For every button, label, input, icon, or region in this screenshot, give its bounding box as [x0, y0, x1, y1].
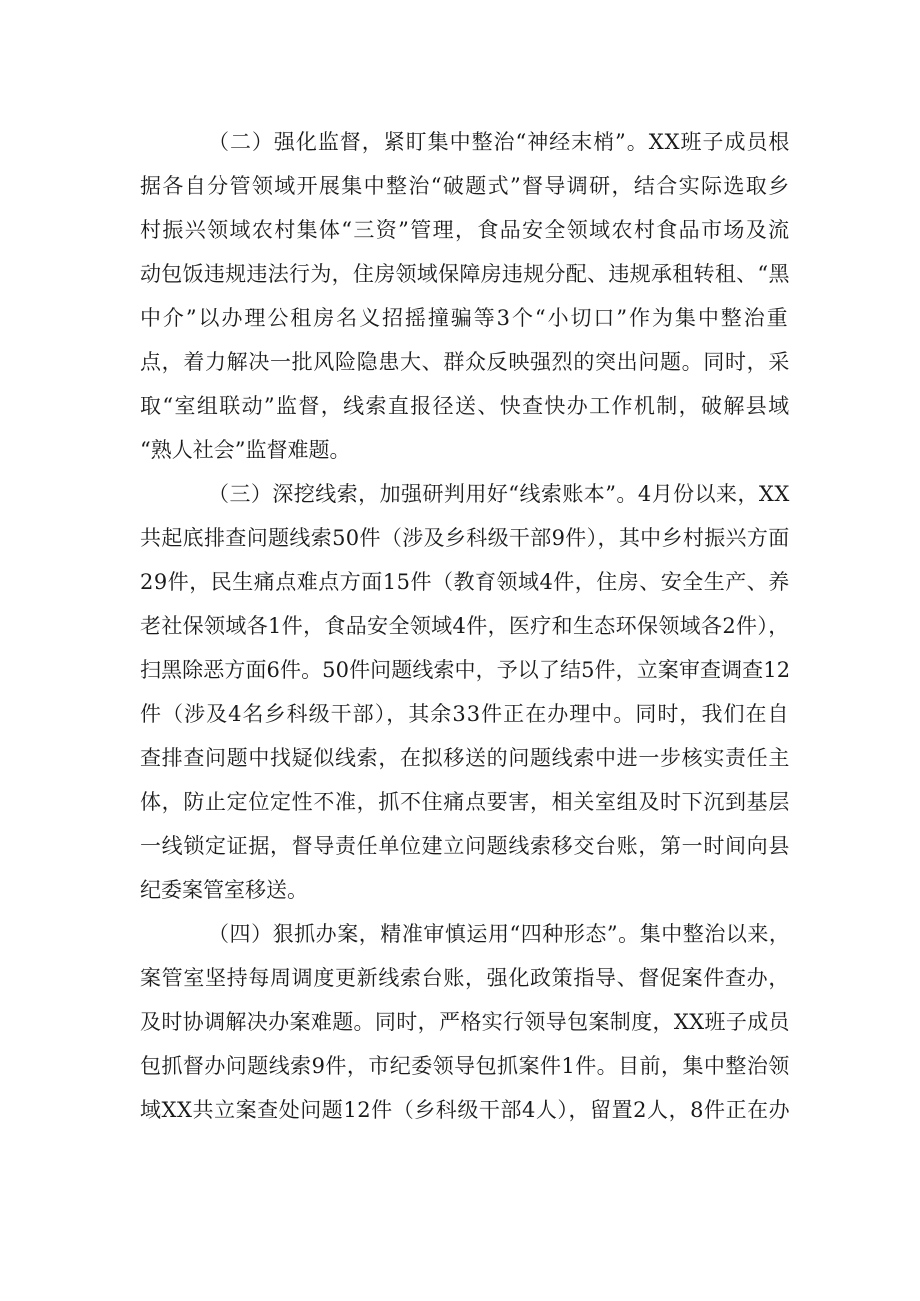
paragraph-2-line-1: （二）强化监督，紧盯集中整治“神经末梢”。XX班子成员根 — [208, 130, 791, 154]
paragraph-3-line-1: （三）深挖线索，加强研判用好“线索账本”。4月份以来，XX — [208, 482, 790, 506]
paragraph-3-line-5: 扫黑除恶方面6件。50件问题线索中，予以了结5件，立案审查调查12 — [140, 658, 791, 682]
paragraph-2-line-6: 点，着力解决一批风险隐患大、群众反映强烈的突出问题。同时，采 — [140, 350, 790, 374]
paragraph-4-line-4: 包抓督办问题线索9件，市纪委领导包抓案件1件。目前，集中整治领 — [140, 1054, 790, 1078]
paragraph-3-line-6: 件（涉及4名乡科级干部），其余33件正在办理中。同时，我们在自 — [140, 702, 790, 726]
paragraph-2-line-5: 中介”以办理公租房名义招摇撞骗等3个“小切口”作为集中整治重 — [140, 306, 790, 330]
paragraph-4-line-3: 及时协调解决办案难题。同时，严格实行领导包案制度，XX班子成员 — [140, 1010, 790, 1034]
paragraph-3-line-4: 老社保领域各1件，食品安全领域4件，医疗和生态环保领域各2件）， — [140, 614, 790, 638]
paragraph-3-line-7: 查排查问题中找疑似线索，在拟移送的问题线索中进一步核实责任主 — [140, 746, 790, 770]
paragraph-2-line-3: 村振兴领域农村集体“三资”管理，食品安全领域农村食品市场及流 — [140, 218, 791, 242]
paragraph-2-line-8: “熟人社会”监督难题。 — [140, 438, 351, 462]
paragraph-4-line-5: 域XX共立案查处问题12件（乡科级干部4人），留置2人，8件正在办 — [140, 1098, 791, 1122]
paragraph-3-line-9: 一线锁定证据，督导责任单位建立问题线索移交台账，第一时间向县 — [140, 834, 790, 858]
paragraph-2-line-2: 据各自分管领域开展集中整治“破题式”督导调研，结合实际选取乡 — [140, 174, 791, 198]
paragraph-3-line-8: 体，防止定位定性不准，抓不住痛点要害，相关室组及时下沉到基层 — [140, 790, 790, 814]
paragraph-3-line-3: 29件，民生痛点难点方面15件（教育领域4件，住房、安全生产、养 — [140, 570, 790, 594]
paragraph-3-line-2: 共起底排查问题线索50件（涉及乡科级干部9件），其中乡村振兴方面 — [140, 526, 790, 550]
paragraph-2-line-4: 动包饭违规违法行为，住房领域保障房违规分配、违规承租转租、“黑 — [140, 262, 790, 286]
paragraph-2-line-7: 取“室组联动”监督，线索直报径送、快查快办工作机制，破解县域 — [140, 394, 791, 418]
paragraph-4-line-1: （四）狠抓办案，精准审慎运用“四种形态”。集中整治以来， — [208, 922, 791, 946]
paragraph-3-line-10: 纪委案管室移送。 — [140, 878, 308, 902]
paragraph-4-line-2: 案管室坚持每周调度更新线索台账，强化政策指导、督促案件查办， — [140, 966, 790, 990]
